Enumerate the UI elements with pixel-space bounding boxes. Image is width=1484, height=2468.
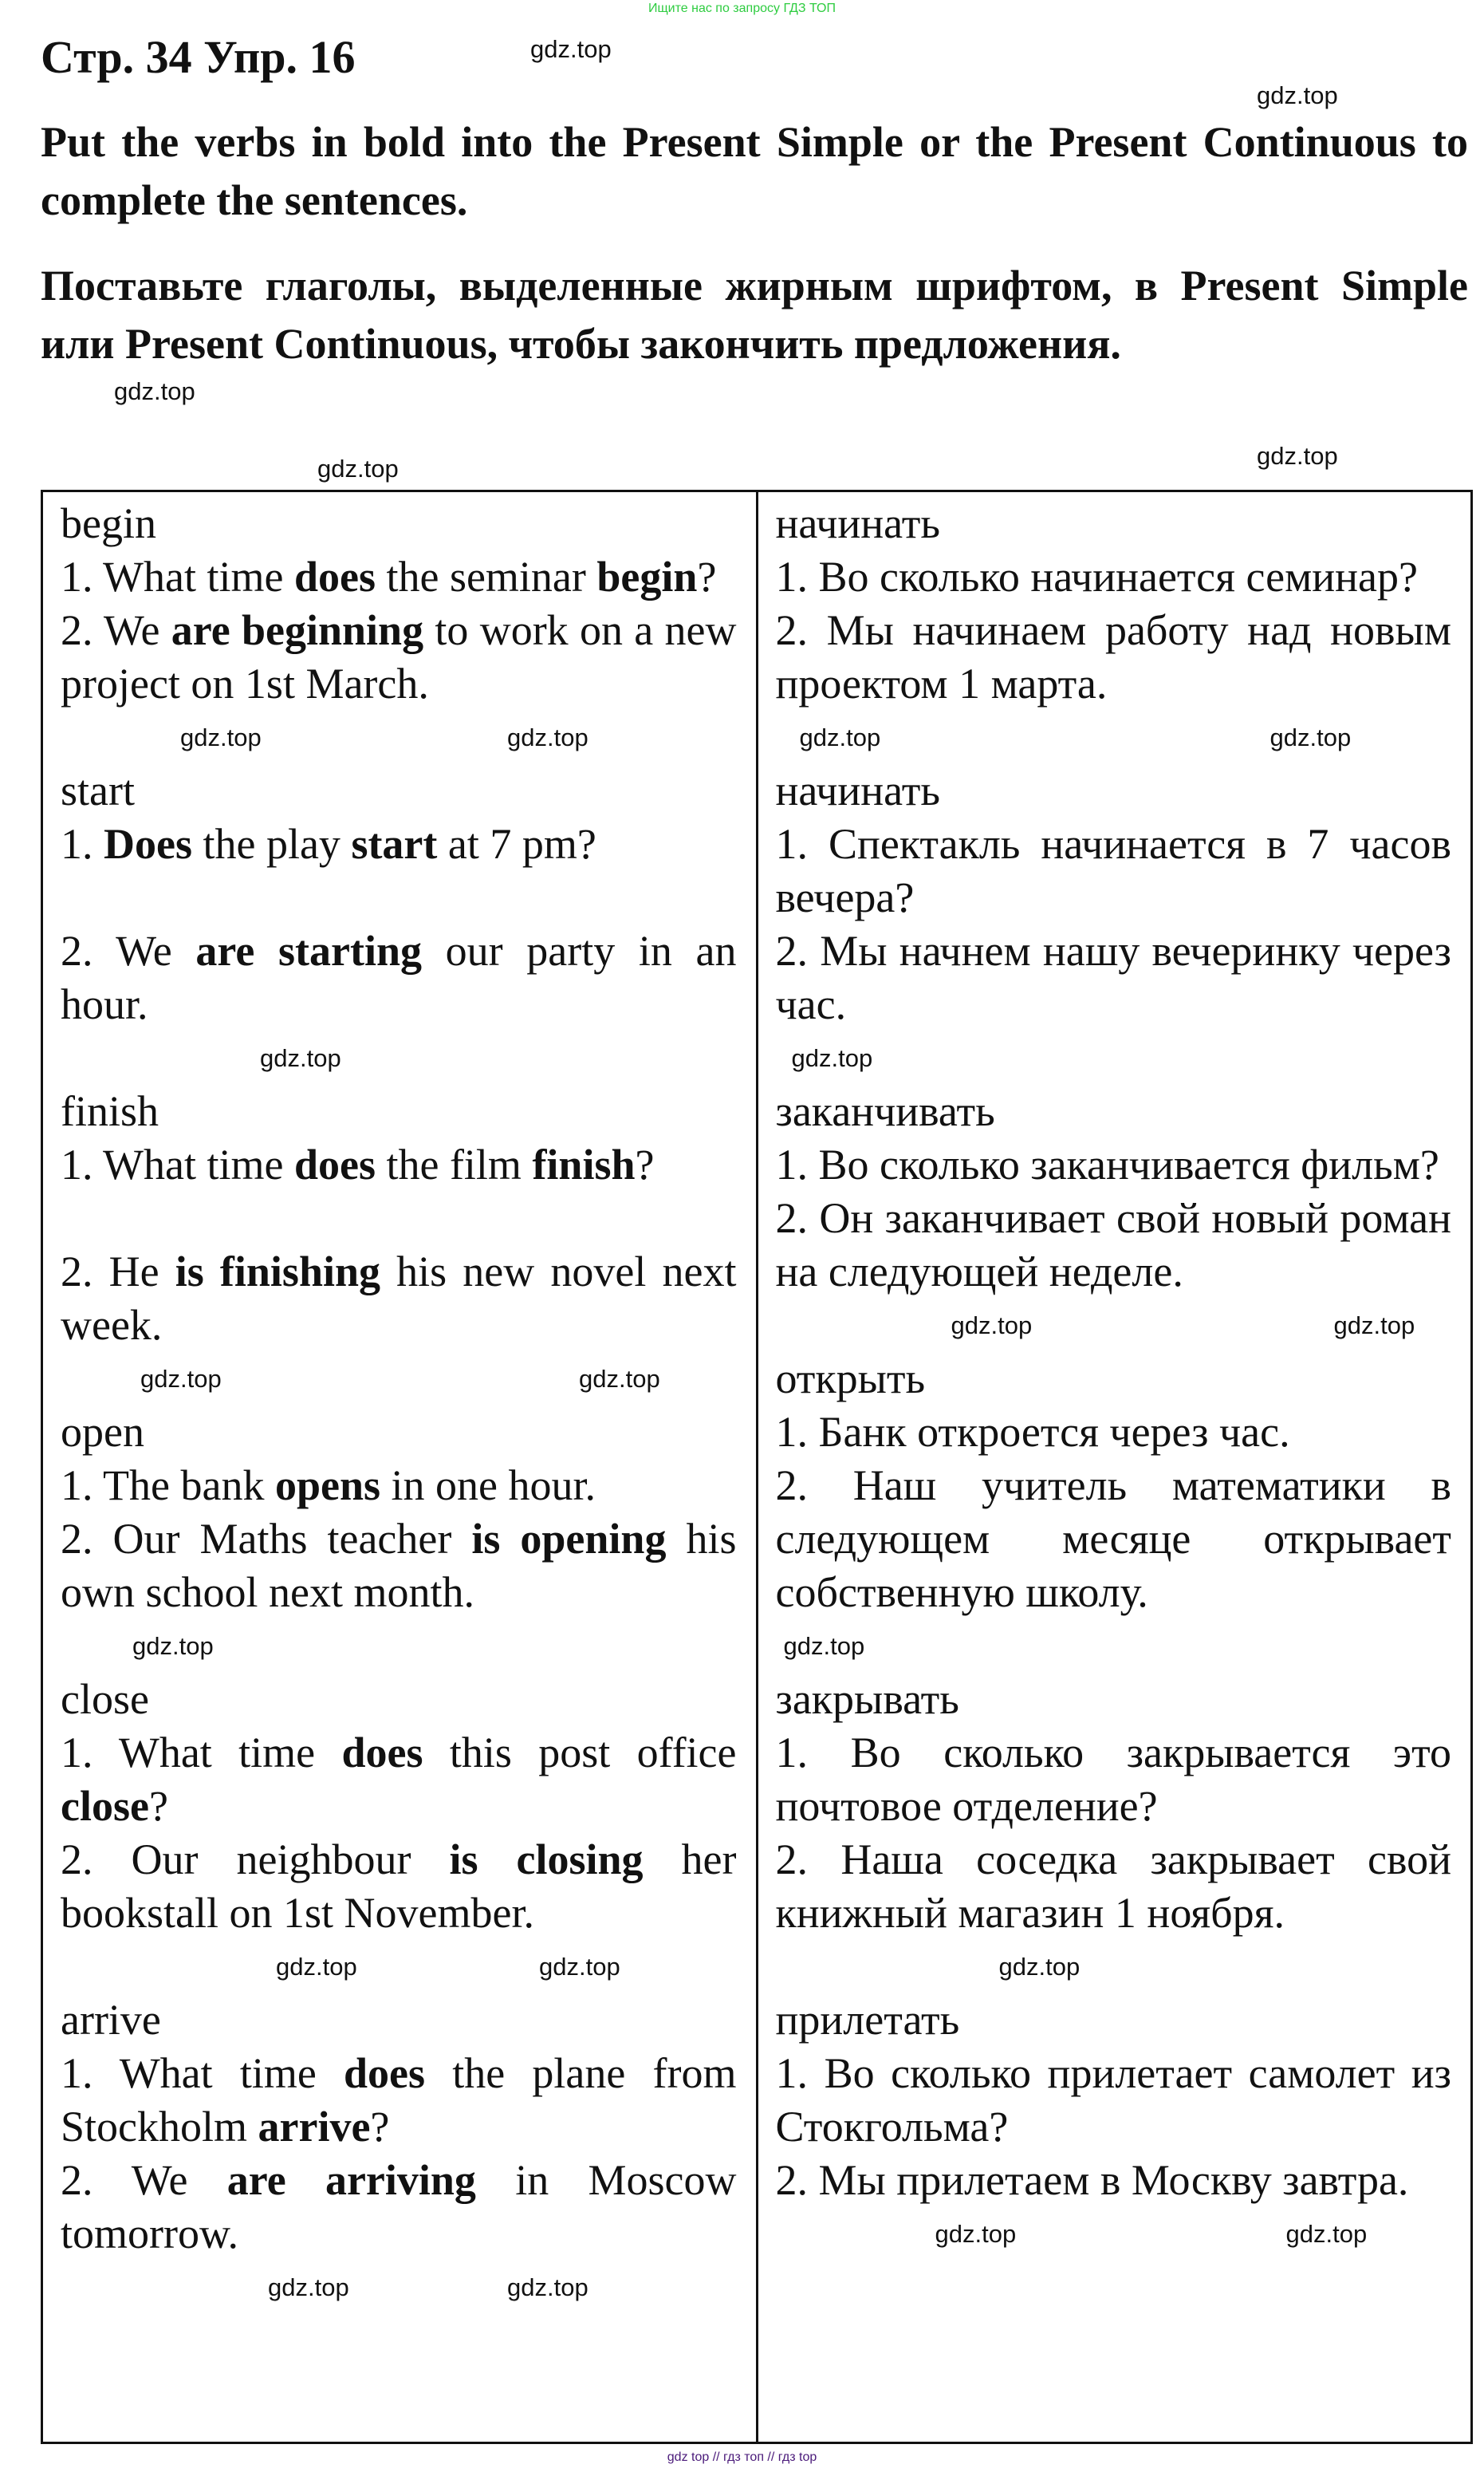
sentence-text: 2. Our neighbour <box>61 1835 450 1883</box>
block-gap <box>61 1940 737 1993</box>
block-gap <box>776 1940 1452 1993</box>
block-gap <box>776 711 1452 764</box>
verb-heading: arrive <box>61 1996 161 2044</box>
sentence-text: 1. Спектакль начинается в 7 часов вечера? <box>775 820 1451 921</box>
verb-heading: begin <box>61 499 156 547</box>
watermark: gdz.top <box>951 1311 1033 1339</box>
sentence <box>61 818 737 871</box>
sentence <box>776 1405 1452 1459</box>
watermark: gdz.top <box>791 1044 873 1072</box>
page-title: Стр. 34 Упр. 16 <box>41 31 356 83</box>
bold-verb: does <box>293 553 376 601</box>
bold-verb: is opening <box>471 1515 667 1563</box>
sentence-text: his new novel next week. <box>61 1248 737 1349</box>
bold-verb: is closing <box>449 1835 644 1883</box>
bold-verb: does <box>341 1729 423 1776</box>
sentence <box>776 1726 1452 1833</box>
block-gap <box>776 1299 1452 1352</box>
sentence-text: 2. We <box>61 606 171 654</box>
bold-verb: opens <box>274 1461 380 1509</box>
watermark: gdz.top <box>1285 2220 1368 2248</box>
instruction-russian: Поставьте глаголы, выделенные жирным шрифтом, в Present Simple или Present Continuous, чтобы закончить предложения. <box>41 262 1468 368</box>
sentence <box>776 550 1452 604</box>
sentence-text: 1. The bank <box>61 1461 275 1509</box>
verb-heading: начинать <box>775 499 940 547</box>
sentence-text: the seminar <box>375 553 597 601</box>
block-gap <box>61 1352 737 1405</box>
bold-verb: Does <box>104 820 192 868</box>
translation-block <box>776 1085 1452 1299</box>
sentence-text: at 7 pm? <box>437 820 596 868</box>
watermark: gdz.top <box>268 2273 349 2301</box>
sentence-text: 1. Во сколько начинается семинар? <box>775 553 1418 601</box>
sentence-text: 1. Во сколько прилетает самолет из Стокгольма? <box>775 2049 1451 2151</box>
sentence <box>776 1138 1452 1192</box>
sentence <box>776 1833 1452 1940</box>
sentence-text: 1. What time <box>61 553 294 601</box>
bold-verb: are starting <box>195 927 423 975</box>
sentence <box>776 604 1452 711</box>
sentence <box>61 1726 737 1833</box>
sentence-text: 1. What time <box>61 1141 294 1189</box>
watermark: gdz.top <box>1333 1311 1415 1339</box>
watermark: gdz.top <box>317 455 399 483</box>
bold-verb: close <box>61 1782 149 1830</box>
bold-verb: start <box>351 820 438 868</box>
verb-table <box>41 490 1473 2444</box>
sentence <box>776 2047 1452 2154</box>
sentence-text: our party in an hour. <box>61 927 737 1028</box>
sentence <box>61 1138 737 1192</box>
translation-block <box>776 1993 1452 2207</box>
translation-block <box>776 1673 1452 1940</box>
sentence-text: ? <box>635 1141 655 1189</box>
bottom-banner-note: gdz top // гдз топ // гдз top <box>667 2450 817 2464</box>
watermark: gdz.top <box>180 723 262 751</box>
sentence <box>61 604 737 711</box>
sentence-text: 1. Во сколько заканчивается фильм? <box>775 1141 1439 1189</box>
sentence-text: ? <box>697 553 717 601</box>
verb-block <box>61 1993 737 2261</box>
verb-block <box>61 1405 737 1619</box>
sentence-text: the film <box>375 1141 533 1189</box>
verb-block <box>61 497 737 711</box>
block-gap <box>61 711 737 764</box>
bold-verb: are arriving <box>226 2156 476 2204</box>
sentence-text: in one hour. <box>380 1461 596 1509</box>
sentence <box>61 925 737 1031</box>
top-banner-note: Ищите нас по запросу ГДЗ ТОП <box>648 2 836 15</box>
watermark: gdz.top <box>935 2220 1017 2248</box>
sentence-text: in Moscow tomorrow. <box>61 2156 737 2257</box>
sentence-text: 2. We <box>61 927 196 975</box>
russian-column <box>758 492 1471 2442</box>
sentence-text: 1. Во сколько закрывается это почтовое отделение? <box>775 1729 1451 1830</box>
verb-heading: start <box>61 767 135 814</box>
sentence-text: this post office <box>423 1729 737 1776</box>
block-gap <box>61 1031 737 1085</box>
watermark: gdz.top <box>114 377 195 405</box>
sentence <box>776 818 1452 925</box>
block-gap <box>61 2261 737 2314</box>
bold-verb: does <box>344 2049 426 2097</box>
sentence <box>776 1192 1452 1299</box>
sentence <box>61 1512 737 1619</box>
instruction-english: Put the verbs in bold into the Present Simple or the Present Continuous to complete the sentences. <box>41 118 1468 224</box>
verb-heading: открыть <box>775 1354 926 1402</box>
sentence-text: 2. Мы начнем нашу вечеринку через час. <box>775 927 1451 1028</box>
sentence <box>61 1459 737 1512</box>
watermark: gdz.top <box>1257 442 1338 470</box>
watermark: gdz.top <box>1269 723 1352 751</box>
sentence-text: to work on a new project on 1st March. <box>61 606 737 708</box>
watermark: gdz.top <box>507 2273 588 2301</box>
verb-heading: начинать <box>775 767 940 814</box>
translation-block <box>776 1352 1452 1619</box>
bold-verb: are beginning <box>171 606 424 654</box>
bold-verb: begin <box>596 553 698 601</box>
bold-verb: arrive <box>258 2103 371 2151</box>
sentence-text: ? <box>148 1782 168 1830</box>
watermark: gdz.top <box>140 1365 222 1393</box>
watermark: gdz.top <box>998 1953 1081 1981</box>
sentence-text: 1. Банк откроется через час. <box>775 1408 1290 1456</box>
bold-verb: finish <box>532 1141 636 1189</box>
block-gap <box>61 1619 737 1673</box>
sentence-text: the plane from Stockholm <box>61 2049 737 2151</box>
watermark: gdz.top <box>1257 81 1338 109</box>
watermark: gdz.top <box>530 35 612 63</box>
watermark: gdz.top <box>579 1365 660 1393</box>
sentence-text: 2. Мы начинаем работу над новым проектом 1 марта. <box>775 606 1451 708</box>
sentence-text: 1. What time <box>61 2049 344 2097</box>
watermark: gdz.top <box>507 723 588 751</box>
watermark: gdz.top <box>799 723 881 751</box>
sentence <box>61 550 737 604</box>
translation-block <box>776 764 1452 1031</box>
verb-heading: close <box>61 1675 149 1723</box>
verb-block <box>61 764 737 1031</box>
watermark: gdz.top <box>783 1632 865 1660</box>
bold-verb: is finishing <box>175 1248 381 1295</box>
block-gap <box>776 2207 1452 2261</box>
sentence <box>61 2154 737 2261</box>
verb-heading: заканчивать <box>775 1087 995 1135</box>
sentence-text: 2. Мы прилетаем в Москву завтра. <box>775 2156 1409 2204</box>
watermark: gdz.top <box>276 1953 357 1981</box>
watermark: gdz.top <box>132 1632 214 1660</box>
block-gap <box>776 1619 1452 1673</box>
verb-heading: прилетать <box>775 1996 960 2044</box>
bottom-area <box>0 2446 1484 2468</box>
sentence <box>61 1833 737 1940</box>
block-gap <box>776 1031 1452 1085</box>
sentence <box>61 2047 737 2154</box>
sentence <box>776 2154 1452 2207</box>
translation-block <box>776 497 1452 711</box>
sentence-text: 2. He <box>61 1248 175 1295</box>
sentence <box>776 925 1452 1031</box>
sentence-text: 2. Наш учитель математики в следующем месяце открывает собственную школу. <box>775 1461 1451 1616</box>
english-column <box>43 492 758 2442</box>
sentence <box>776 1459 1452 1619</box>
verb-heading: open <box>61 1408 144 1456</box>
bold-verb: does <box>293 1141 376 1189</box>
sentence-text: 2. Наша соседка закрывает свой книжный магазин 1 ноября. <box>775 1835 1451 1937</box>
verb-heading: finish <box>61 1087 159 1135</box>
sentence-text: his own school next month. <box>61 1515 737 1616</box>
watermark: gdz.top <box>539 1953 620 1981</box>
sentence-text: ? <box>370 2103 390 2151</box>
watermark: gdz.top <box>260 1044 341 1072</box>
sentence-text: 2. We <box>61 2156 227 2204</box>
sentence-text: 1. <box>61 820 104 868</box>
sentence-text: 2. Он заканчивает свой новый роман на следующей неделе. <box>775 1194 1451 1295</box>
sentence-text: 1. What time <box>61 1729 342 1776</box>
sentence <box>61 1245 737 1352</box>
sentence-text: the play <box>191 820 352 868</box>
verb-block <box>61 1085 737 1352</box>
sentence-text: her bookstall on 1st November. <box>61 1835 737 1937</box>
verb-block <box>61 1673 737 1940</box>
sentence-text: 2. Our Maths teacher <box>61 1515 472 1563</box>
verb-heading: закрывать <box>775 1675 959 1723</box>
